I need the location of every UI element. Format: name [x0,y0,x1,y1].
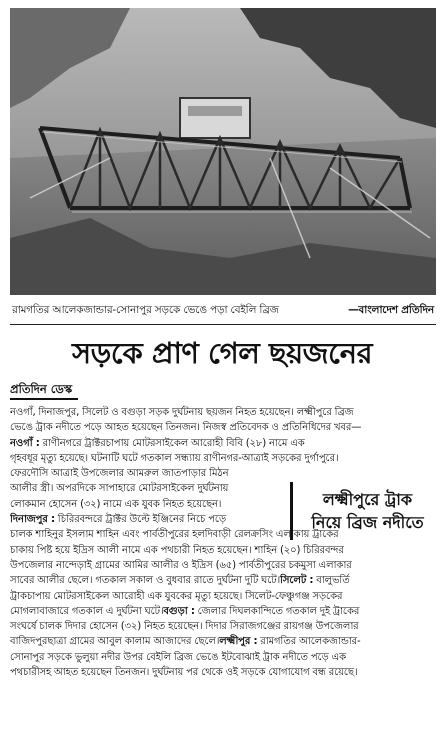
place-label: নওগাঁ : [10,437,40,449]
body-text-segment: রাণীনগরে ট্রাক্টরচাপায় মোটরসাইকেল আরোহী বিবি (২৮) নামে এক [39,437,305,449]
caption-text: রামগতির আলেকজান্ডার-সোনাপুর সড়কে ভেঙে পড়া বেইলি ব্রিজ [12,303,279,316]
body-line: সংঘর্ষে চালক দিদার হোসেন (৩২) নিহত হয়েছেন। দিদার সিরাজগঞ্জের রায়গঞ্জ উপজেলার [10,621,359,633]
pull-quote-line: নিয়ে ব্রিজ নদীতে [311,513,424,532]
desk-byline: প্রতিদিন ডেস্ক [10,380,78,400]
body-text-segment: মোগলাবাজারে গতকাল এ দুর্ঘটনা ঘটে। [10,605,164,617]
body-line: চাকায় পিষ্ট হয়ে ইদ্রিস আলী নামে এক পথচারী নিহত হয়েছেন। শাহিন (২০) চিরিরবন্দর [10,544,344,556]
collapsed-bridge-photo [10,8,436,295]
body-line: পথচারীসহ আহত হয়েছেন তিনজন। দুর্ঘটনায় পর থেকে ওই সড়কে যোগাযোগ বন্ধ রয়েছে। [10,667,358,679]
pull-quote [290,482,436,540]
body-text-segment: জেলার দিঘলকান্দিতে গতকাল দুই ট্রাকের [194,605,360,617]
body-line: চালক শাহিনুর ইসলাম শাহিন এবং পার্বতীপুরের হলদিবাড়ী রেলক্রসিং এলাকায় ট্রাকের [10,529,339,541]
photo-caption [10,298,436,325]
body-line [10,634,436,649]
place-label: দিনাজপুর : [10,514,55,526]
place-label: সিলেট : [280,575,314,587]
body-line: উপজেলার নান্দেড়াই গ্রামের আমির আলীর ও ইদ্রিস (৬৫) পার্বতীপুরের চকমুসা এলাকার [10,559,352,571]
body-line [10,604,436,619]
body-line: আলীর স্ত্রী। অপরদিকে সাপাহারে মোটরসাইকেল দুর্ঘটনায় [10,483,229,495]
body-line: গৃহবধূর মৃত্যু হয়েছে। ঘটনাটি ঘটে গতকাল সন্ধ্যায় রাণীনগর-আত্রাই সড়কের দুর্গাপুরে। [10,452,339,464]
body-line [10,512,282,527]
body-line [10,573,436,588]
body-line: ফেরদৌসি আত্রাই উপজেলার আমরুল জাতপাড়ার মিঠন [10,468,229,480]
body-text-segment: বাজিদপুরছাত্রা গ্রামের আবুল কালাম আজাদের ছেলে। [10,636,220,648]
body-line: ট্রাকচাপায় মোটরসাইকেল আরোহী এক যুবকের মৃত্যু হয়েছে। সিলেট-ফেঞ্চুগঞ্জ সড়কের [10,590,343,602]
body-line [10,436,436,451]
place-label: লক্ষ্মীপুর : [219,636,258,648]
body-line: নওগাঁ, দিনাজপুর, সিলেট ও বগুড়া সড়ক দুর্ঘটনায় ছয়জন নিহত হয়েছেন। লক্ষ্মীপুরে ব্রিজ [10,407,354,418]
article-body [10,405,436,680]
body-line: ভেঙে ট্রাক নদীতে পড়ে আহত হয়েছেন তিনজন। নিজস্ব প্রতিবেদক ও প্রতিনিধিদের খবর— [10,422,362,434]
body-text-segment: চিরিরবন্দরে ট্রাক্টর উল্টে ইঞ্জিনের নিচে পড়ে [54,514,227,526]
caption-credit: —বাংলাদেশ প্রতিদিন [348,303,434,316]
photo-illustration [10,8,436,295]
place-label: বগুড়া : [163,605,195,617]
headline: সড়কে প্রাণ গেল ছয়জনের [71,336,373,370]
body-line: লোকমান হোসেন (৩২) নামে এক যুবক নিহত হয়েছেন। [10,498,222,510]
body-text-segment: রামগতির আলেকজান্ডার- [257,636,361,648]
body-line: সোনাপুর সড়কে ভুলুয়া নদীর উপর বেইলি ব্রিজ ভেঙে ইটবোঝাই ট্রাক নদীতে পড়ে এক [10,651,347,663]
pull-quote-line: লক্ষ্মীপুরে ট্রাক [322,490,413,509]
body-text-segment: বালুভর্তি [313,575,350,587]
body-text-segment: সাবের আলীর ছেলে। গতকাল সকাল ও বুধবার রাতে দুর্ঘটনা দুটি ঘটে। [10,575,280,587]
